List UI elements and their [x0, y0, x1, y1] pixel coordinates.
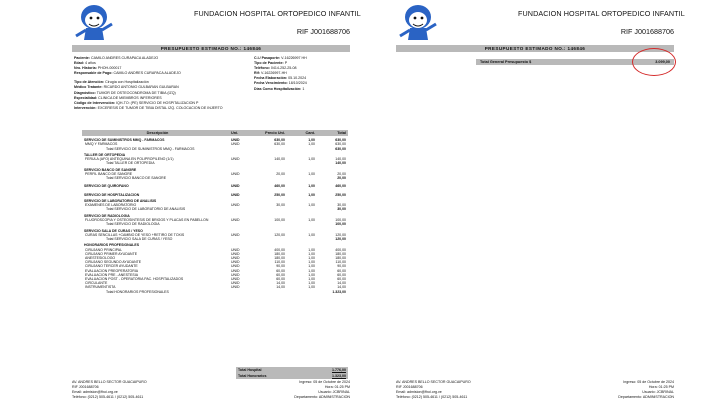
- item-description: EVALUACION PREOPERATORIA: [85, 268, 139, 273]
- item-description: MMQ Y FARMACOS: [85, 142, 118, 147]
- table-row: [82, 147, 348, 151]
- item-total: 30,00: [337, 203, 346, 208]
- item-total: 60,00: [337, 277, 346, 281]
- item-quantity: 1,00: [308, 157, 315, 162]
- item-description: EVALUACION PRE - ANESTESIA: [85, 272, 139, 277]
- item-total: 20,00: [337, 171, 346, 176]
- item-total: 630,00: [335, 138, 346, 143]
- header-total: Total: [337, 131, 346, 135]
- patient-field-label: Médico Tratante:: [74, 85, 103, 90]
- item-quantity: 1,00: [308, 217, 315, 222]
- total-value: 1.776,00: [332, 367, 346, 372]
- footer-meta: [618, 380, 674, 400]
- item-quantity: 1,00: [308, 232, 315, 237]
- item-unit-price: 110,00: [274, 260, 285, 265]
- item-description: SERVICIO DE QUIROFANO: [84, 184, 129, 189]
- item-quantity: [285, 290, 315, 294]
- item-unit-price: 180,00: [274, 251, 285, 256]
- patient-field: [254, 87, 354, 92]
- item-unit-price: 630,00: [274, 142, 285, 147]
- patient-field-value: PHOH-000017: [97, 66, 122, 71]
- item-unit: UNID: [231, 138, 240, 143]
- patient-field-value: V-16226997-HH: [261, 71, 287, 76]
- patient-field-label: Código de Intervención:: [74, 100, 116, 105]
- item-quantity: 1,00: [308, 251, 315, 256]
- patient-field-value: V-16226997 HH: [281, 56, 307, 60]
- item-unit: [231, 290, 251, 294]
- item-unit: [231, 161, 251, 165]
- item-unit-price: 90,00: [276, 264, 285, 269]
- patient-field-value: EXCERESIS DE TUMOR DE TIBIA DISTAL IZQ. COLOCACION DE INJERTO: [97, 105, 223, 110]
- item-total: 100,00: [335, 217, 346, 222]
- item-description: Total SERVICIO DE SUMINISTROS MMQ - FARMACOS: [106, 146, 195, 151]
- patient-field-value: CLINICA DE MIEMBROS INFERIORES: [98, 95, 162, 100]
- hospital-mascot-logo: [72, 2, 114, 42]
- item-description: INSTRUMENTISTA: [85, 285, 116, 290]
- patient-field-label: Diagnóstico:: [74, 90, 96, 95]
- item-description: CIRCULANTE: [85, 281, 108, 286]
- item-total: 90,00: [337, 264, 346, 269]
- budget-page-1: [66, 0, 361, 405]
- item-quantity: [285, 207, 315, 211]
- item-unit-price: 100,00: [274, 217, 285, 222]
- item-total: 120,00: [335, 232, 346, 237]
- item-description: ANESTESIOLOGO: [85, 255, 116, 260]
- document-title: PRESUPUESTO ESTIMADO NO.: 146846: [72, 45, 350, 52]
- item-unit-price: [251, 161, 285, 165]
- footer-line: Email: admision@fhoi.org.ve: [72, 390, 118, 395]
- item-total: 140,00: [335, 157, 346, 162]
- item-unit-price: [251, 222, 285, 226]
- item-unit: UNID: [231, 232, 240, 237]
- item-unit: [231, 207, 251, 211]
- item-total: 20,00: [337, 176, 346, 181]
- item-description: EVALUACION POST - OPERATORIA PAC. HOSPITALIZADOS: [85, 277, 184, 281]
- grand-total-value: 3.099,00: [655, 60, 670, 64]
- item-quantity: 1,00: [308, 171, 315, 176]
- item-description: CIRUJANO TERCER AYUDANTE: [85, 264, 138, 269]
- item-total: 180,00: [335, 251, 346, 256]
- item-total: 140,00: [335, 161, 346, 166]
- item-total: 30,00: [337, 207, 346, 212]
- item-unit-price: 60,00: [276, 268, 285, 273]
- item-quantity: 1,00: [308, 247, 315, 252]
- total-label: Total Hospital: [238, 367, 262, 372]
- item-description: Total SERVICIO SALA DE CURAS / YESO: [106, 236, 173, 241]
- item-unit: UNID: [231, 192, 240, 197]
- table-row: [82, 176, 348, 180]
- item-unit-price: 180,00: [274, 255, 285, 260]
- red-highlight-circle: [632, 48, 676, 76]
- item-description: HONORARIOS PROFESIONALES: [84, 243, 140, 248]
- footer-line: Ingreso: 05 de Octubre de 2024: [623, 380, 674, 384]
- patient-field-value: RICARDO ANTONIO GULBARAN GULBARAN: [103, 85, 179, 90]
- total-row: [236, 373, 348, 379]
- patient-field-label: Edad:: [74, 61, 84, 66]
- items-table-body: [82, 138, 348, 294]
- item-unit: [231, 222, 251, 226]
- patient-field-value: CAMILO ANDRES CURAPACA ALADEJO: [90, 56, 159, 60]
- table-row: [82, 207, 348, 211]
- patient-field-label: Fecha Vencimiento:: [254, 81, 288, 86]
- item-unit: [231, 147, 251, 151]
- item-unit-price: [251, 290, 285, 294]
- header-unit: Uni.: [231, 131, 239, 135]
- items-table-header: [82, 130, 348, 136]
- footer-line: Hora: 01:25 PM: [648, 385, 674, 390]
- item-unit: UNID: [231, 264, 240, 269]
- item-total: 110,00: [335, 260, 346, 265]
- patient-field-label: Paciente:: [74, 56, 90, 60]
- item-unit: UNID: [231, 255, 240, 260]
- org-rif: RIF J001688706: [296, 27, 350, 36]
- item-unit: UNID: [231, 157, 240, 162]
- footer-meta: [294, 380, 350, 400]
- item-description: CURAS SENCILLAS +CAMBIO DE YESO +RETIRO DE TOXIS: [85, 232, 185, 237]
- item-total: 60,00: [337, 272, 346, 277]
- item-quantity: [285, 222, 315, 226]
- item-quantity: 1,00: [308, 260, 315, 265]
- item-description: FERULA (AFO) ANTEQUINA EN POLIPROPILENO (1/1): [85, 157, 174, 162]
- item-description: CIRUJANO PRINCIPAL: [85, 247, 123, 252]
- item-quantity: 1,00: [308, 281, 315, 286]
- item-quantity: [285, 147, 315, 151]
- item-description: SERVICIO DE SUMINISTROS MMQ - FARMACOS: [84, 138, 165, 143]
- document-title: PRESUPUESTO ESTIMADO NO.: 146846: [396, 45, 674, 52]
- item-description: CIRUJANO PRIMER AYUDANTE: [85, 251, 138, 256]
- footer-line: Teléfono: (0212) 505-4611 / (0212) 505-4611: [396, 395, 468, 400]
- item-quantity: [285, 176, 315, 180]
- patient-field-value: 18/10/2024: [288, 81, 307, 86]
- item-description: Total SERVICIO BANCO DE SANGRE: [106, 176, 167, 181]
- item-unit-price: 60,00: [276, 277, 285, 281]
- item-quantity: [285, 237, 315, 241]
- item-unit: UNID: [231, 142, 240, 147]
- item-description: SERVICIO DE LABORATORIO DE ANALISIS: [84, 198, 157, 203]
- item-total: 630,00: [335, 142, 346, 147]
- item-unit-price: [251, 237, 285, 241]
- footer-line: Usuario: JCBRINAL: [318, 390, 350, 395]
- patient-field-value: IQH-TO: (PE) SERVICIO DE HOSPITALIZACION P: [116, 100, 199, 105]
- item-total: 60,00: [337, 268, 346, 273]
- table-row: [82, 222, 348, 226]
- item-unit: [231, 176, 251, 180]
- item-quantity: 1,00: [308, 264, 315, 269]
- item-unit-price: [251, 147, 285, 151]
- item-unit: UNID: [231, 285, 240, 290]
- item-quantity: 1,00: [308, 255, 315, 260]
- item-unit: [231, 237, 251, 241]
- table-row: [82, 184, 348, 188]
- item-total: 100,00: [335, 222, 346, 227]
- totals-box: [236, 367, 348, 380]
- patient-field-value: 0414-252-25-08: [270, 66, 297, 71]
- item-total: 14,00: [337, 281, 346, 286]
- item-unit-price: 30,00: [276, 203, 285, 208]
- item-description: SERVICIO BANCO DE SANGRE: [84, 167, 137, 172]
- item-unit-price: 140,00: [274, 157, 285, 162]
- patient-field-label: Teléfono:: [254, 66, 270, 71]
- item-total: 1.323,00: [332, 289, 346, 294]
- patient-field-label: Intervención:: [74, 105, 97, 110]
- header-description: Descripción: [146, 131, 169, 135]
- item-unit-price: [251, 176, 285, 180]
- item-description: Total SERVICIO DE LABORATORIO DE ANALISIS: [106, 207, 186, 212]
- patient-field-value: TUMOR DE OSTEOCONDROMA DE TIBIA (IZQ): [96, 90, 176, 95]
- patient-info-left: [74, 56, 244, 111]
- hospital-mascot-logo: [396, 2, 438, 42]
- item-unit: UNID: [231, 260, 240, 265]
- item-total: 180,00: [335, 255, 346, 260]
- item-quantity: 1,00: [308, 138, 315, 143]
- footer-line: AV. ANDRES BELLO SECTOR GUACAIPURO: [396, 380, 471, 384]
- item-quantity: 1,00: [308, 142, 315, 147]
- item-total: 250,00: [335, 192, 346, 197]
- item-unit: UNID: [231, 203, 240, 208]
- item-description: SERVICIO DE RADIOLOGIA: [84, 213, 130, 218]
- table-row: [82, 237, 348, 241]
- item-total: 630,00: [335, 146, 346, 151]
- org-name: FUNDACION HOSPITAL ORTOPEDICO INFANTIL: [194, 9, 361, 18]
- item-total: 14,00: [337, 285, 346, 290]
- patient-field-value: 1: [302, 86, 305, 91]
- item-unit-price: 20,00: [276, 171, 285, 176]
- item-quantity: 1,00: [308, 268, 315, 273]
- patient-field-label: C.I./ Pasaporte:: [254, 56, 281, 60]
- patient-field-value: 05.10.2024: [288, 76, 307, 81]
- patient-info-right: [254, 56, 354, 92]
- org-name: FUNDACION HOSPITAL ORTOPEDICO INFANTIL: [518, 9, 685, 18]
- item-unit-price: [251, 207, 285, 211]
- patient-field-label: Tipo de Atención:: [74, 80, 105, 85]
- patient-field-value: CAMILO ANDRES CURAPACA ALADEJO: [113, 71, 181, 76]
- item-quantity: [285, 161, 315, 165]
- patient-field-label: Especialidad:: [74, 95, 98, 100]
- item-quantity: 1,00: [308, 277, 315, 281]
- patient-field-label: Nro. Historia:: [74, 66, 97, 71]
- item-unit: UNID: [231, 247, 240, 252]
- total-label: Total Honorarios: [238, 374, 267, 379]
- item-unit: UNID: [231, 184, 240, 189]
- footer-line: AV. ANDRES BELLO SECTOR GUACAIPURO: [72, 380, 147, 384]
- header-unit-price: Precio Uni.: [265, 131, 285, 135]
- grand-total-label: Total General Presupuesto $: [480, 60, 532, 64]
- item-description: CIRUJANO SEGUNDO AYUDANTE: [85, 260, 142, 265]
- item-description: SERVICIO DE HOSPITALIZACION: [84, 192, 140, 197]
- item-description: Total TALLER DE ORTOPEDIA: [106, 161, 155, 166]
- footer-line: Teléfono: (0212) 505-4611 / (0212) 505-4611: [72, 395, 144, 400]
- patient-field-value: P: [284, 61, 288, 66]
- item-description: SERVICIO SALA DE CURAS / YESO: [84, 228, 143, 233]
- table-row: [82, 161, 348, 165]
- item-description: EXAMENES DE LABORATORIO: [85, 203, 137, 208]
- header-quantity: Cant.: [305, 131, 315, 135]
- patient-field: [74, 106, 244, 111]
- patient-field-label: Días Como Hospitalización:: [254, 86, 302, 91]
- footer-line: Ingreso: 05 de Octubre de 2024: [299, 380, 350, 384]
- item-unit-price: 400,00: [274, 247, 285, 252]
- patient-field-value: Cirugía con Hospitalización: [105, 80, 149, 85]
- item-unit-price: 250,00: [274, 192, 285, 197]
- item-description: Total SERVICIO DE RADIOLOGIA: [106, 222, 160, 227]
- item-unit-price: 120,00: [274, 232, 285, 237]
- item-unit: UNID: [231, 268, 240, 273]
- items-table: [82, 130, 348, 294]
- patient-field-value: 4 años: [84, 61, 96, 66]
- table-row: [82, 193, 348, 197]
- item-unit-price: 630,00: [274, 138, 285, 143]
- item-description: PERFIL BANCO DE SANGRE: [85, 171, 133, 176]
- item-unit: UNID: [231, 251, 240, 256]
- item-quantity: 1,00: [308, 272, 315, 277]
- item-description: TALLER DE ORTOPEDIA: [84, 152, 126, 157]
- item-quantity: 1,00: [308, 184, 315, 189]
- patient-field-label: Responsable de Pago:: [74, 71, 113, 76]
- item-total: 120,00: [335, 236, 346, 241]
- item-unit: UNID: [231, 171, 240, 176]
- item-unit: UNID: [231, 217, 240, 222]
- item-description: Total HONORARIOS PROFESIONALES: [106, 289, 169, 294]
- item-unit: UNID: [231, 281, 240, 286]
- patient-field-label: Rif:: [254, 71, 260, 76]
- footer-address: [396, 380, 471, 400]
- item-description: FLUOROSCOPIA Y OSTEOSINTESIS DE BRIGGS Y PLACAS EN PABELLON: [85, 217, 209, 222]
- patient-field-label: Fecha Elaboración:: [254, 76, 288, 81]
- patient-field-label: Tipo de Paciente:: [254, 61, 284, 66]
- item-quantity: 1,00: [308, 285, 315, 290]
- footer-line: RIF J001688706: [396, 385, 423, 390]
- budget-page-2: [390, 0, 685, 405]
- footer-line: Departamento: ADMINISTRACION: [618, 395, 674, 400]
- footer-line: RIF J001688706: [72, 385, 99, 390]
- footer-line: Departamento: ADMINISTRACION: [294, 395, 350, 400]
- item-unit: UNID: [231, 277, 240, 281]
- item-quantity: 1,00: [308, 203, 315, 208]
- item-quantity: 1,00: [308, 192, 315, 197]
- table-row: [82, 290, 348, 294]
- total-row: [236, 367, 348, 373]
- footer-line: Usuario: JCBRINAL: [642, 390, 674, 395]
- footer-line: Hora: 01:25 PM: [324, 385, 350, 390]
- item-total: 460,00: [335, 184, 346, 189]
- item-unit-price: 60,00: [276, 272, 285, 277]
- item-unit-price: 14,00: [276, 285, 285, 290]
- org-rif: RIF J001688706: [620, 27, 674, 36]
- footer-address: [72, 380, 147, 400]
- total-value: 1.323,00: [332, 374, 346, 379]
- item-unit-price: 460,00: [274, 184, 285, 189]
- item-unit-price: 14,00: [276, 281, 285, 286]
- item-unit: UNID: [231, 272, 240, 277]
- item-total: 400,00: [335, 247, 346, 252]
- footer-line: Email: admision@fhoi.org.ve: [396, 390, 442, 395]
